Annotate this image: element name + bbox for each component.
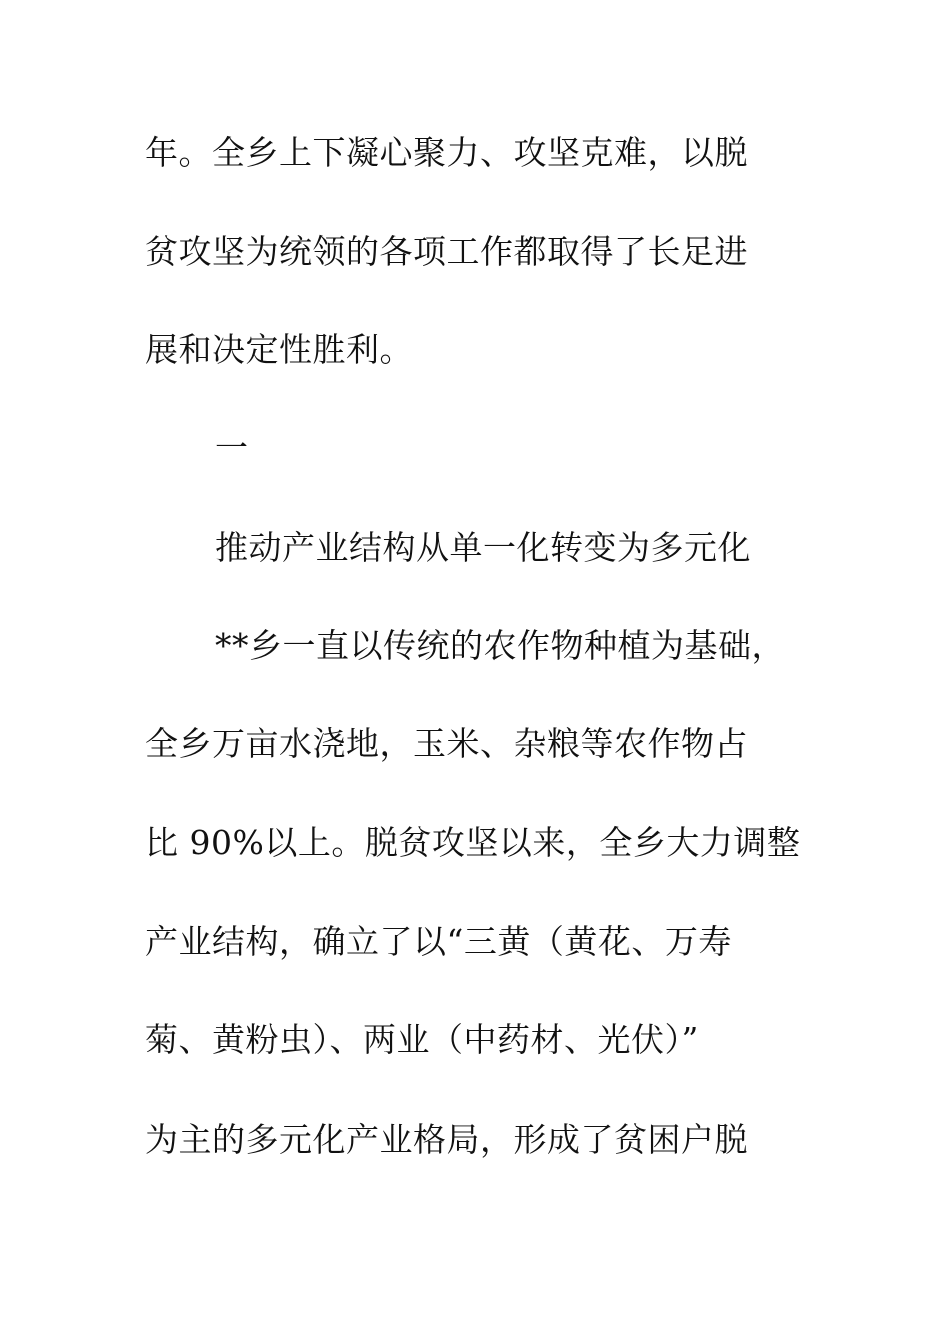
- section-heading: 推动产业结构从单一化转变为多元化: [215, 528, 751, 567]
- text-line-7: 全乡万亩水浇地，玉米、杂粮等农作物占: [145, 724, 748, 763]
- text-line-11: 为主的多元化产业格局，形成了贫困户脱: [145, 1120, 748, 1159]
- text-line-1: 年。全乡上下凝心聚力、攻坚克难，以脱: [145, 133, 748, 172]
- text-line-2: 贫攻坚为统领的各项工作都取得了长足进: [145, 232, 748, 271]
- text-line-8: 比 90%以上。脱贫攻坚以来，全乡大力调整: [145, 823, 801, 862]
- text-line-10: 菊、黄粉虫）、两业（中药材、光伏）”: [145, 1020, 699, 1059]
- section-number: 一: [215, 428, 249, 467]
- text-line-3: 展和决定性胜利。: [145, 330, 413, 369]
- text-line-9: 产业结构，确立了以“三黄（黄花、万寿: [145, 922, 732, 961]
- text-line-6: **乡一直以传统的农作物种植为基础，: [215, 626, 785, 665]
